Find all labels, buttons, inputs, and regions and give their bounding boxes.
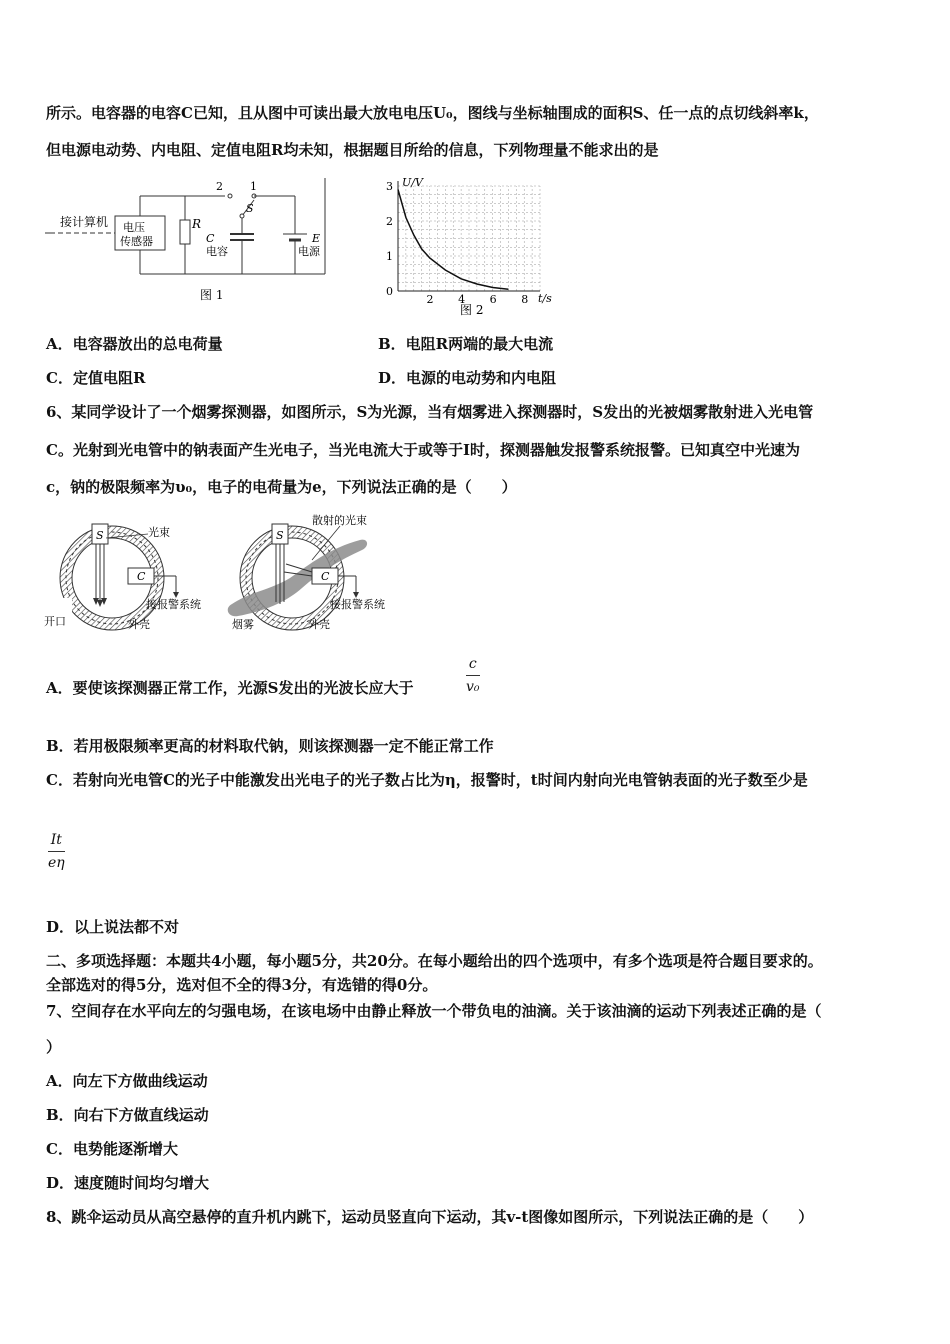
fraction-it-over-eeta (48, 832, 65, 871)
smoke-label: 烟雾 (232, 618, 254, 631)
q7-line-1: 7、空间存在水平向左的匀强电场，在该电场中由静止释放一个带负电的油滴。关于该油滴的运动下列表述正确的是（ (46, 1002, 822, 1020)
q7-option-c: C．电势能逐渐增大 (46, 1140, 178, 1158)
q6-option-b: B．若用极限频率更高的材料取代钠，则该探测器一定不能正常工作 (46, 737, 494, 755)
q6-option-a: A．要使该探测器正常工作，光源S发出的光波长应大于 (46, 679, 414, 697)
x-tick-label: 6 (489, 293, 497, 306)
q7-option-d: D．速度随时间均匀增大 (46, 1174, 210, 1192)
q6-line-1: 6、某同学设计了一个烟雾探测器，如图所示，S为光源，当有烟雾进入探测器时，S发出的光被烟雾散射进入光电管 (46, 403, 814, 421)
fraction-numerator: c (466, 656, 480, 676)
smoke-detector-figure (40, 512, 400, 634)
phototube-label: C (137, 570, 146, 583)
scatter-label: 散射的光束 (312, 514, 367, 527)
x-tick-label: 8 (521, 293, 529, 306)
fraction-denominator: eη (48, 855, 65, 871)
shell-label-left: 外壳 (128, 618, 150, 631)
capacitor-label: 电容 (206, 245, 228, 258)
y-tick-labels (386, 180, 393, 298)
beam-label: 光束 (148, 526, 170, 539)
circuit-figure (40, 178, 340, 308)
q5-line-2: 但电源电动势、内电阻、定值电阻R均未知，根据题目所给的信息，下列物理量不能求出的是 (46, 141, 659, 159)
alarm-label-left: 接报警系统 (146, 598, 201, 611)
terminal-1-label: 1 (250, 180, 257, 193)
switch-label: S (246, 202, 254, 215)
computer-label: 接计算机 (60, 215, 109, 229)
y-tick-label: 0 (386, 285, 393, 298)
shell-label-right: 外壳 (308, 618, 330, 631)
x-axis-label: t/s (538, 292, 552, 305)
section-2-heading-line-2: 全部选对的得5分，选对但不全的得3分，有选错的得0分。 (46, 976, 438, 994)
chart-grid (398, 186, 540, 291)
q6-line-2: C。光射到光电管中的钠表面产生光电子，当光电流大于或等于I时，探测器触发报警系统报警。已知真空中光速为 (46, 441, 800, 459)
fraction-denominator: v₀ (466, 679, 480, 695)
alarm-label-right: 接报警系统 (330, 598, 385, 611)
section-2-heading-line-1: 二、多项选择题：本题共4小题，每小题5分，共20分。在每小题给出的四个选项中，有多个选项是符合题目要求的。 (46, 952, 823, 970)
fraction-numerator: It (48, 832, 65, 852)
q5-option-d: D．电源的电动势和内电阻 (378, 369, 557, 387)
figure-1-caption: 图 1 (200, 288, 224, 302)
resistor-symbol (180, 220, 190, 244)
light-source-label-right: S (276, 529, 284, 542)
y-tick-label: 3 (386, 180, 393, 193)
q5-line-1: 所示。电容器的电容C已知，且从图中可读出最大放电电压U₀，图线与坐标轴围成的面积S、任一点的点切线斜率k， (46, 104, 819, 122)
terminal-2-label: 2 (216, 180, 223, 193)
capacitor-symbol: C (206, 232, 215, 245)
q5-option-a: A．电容器放出的总电荷量 (46, 335, 223, 353)
q7-option-a: A．向左下方做曲线运动 (46, 1072, 208, 1090)
fraction-c-over-v0 (466, 656, 480, 695)
q5-option-c: C．定值电阻R (46, 369, 146, 387)
y-axis-label: U/V (402, 176, 423, 189)
y-tick-label: 2 (386, 215, 393, 228)
y-tick-label: 1 (386, 250, 393, 263)
phototube-label-right: C (321, 570, 330, 583)
discharge-curve (398, 190, 508, 290)
figure-2-caption: 图 2 (460, 303, 484, 317)
sensor-label-2: 传感器 (120, 235, 153, 248)
discharge-chart (380, 176, 560, 318)
detector-with-smoke (228, 513, 385, 631)
detector-without-smoke (44, 524, 201, 631)
sensor-label-1: 电压 (123, 221, 145, 234)
source-label: 电源 (298, 245, 320, 258)
resistor-label: R (192, 217, 202, 231)
light-source-label: S (96, 529, 104, 542)
q8-line-1: 8、跳伞运动员从高空悬停的直升机内跳下，运动员竖直向下运动，其v-t图像如图所示，下列说法正确的是（ ） (46, 1208, 814, 1226)
x-tick-label: 4 (458, 293, 466, 306)
q7-line-2: ） (46, 1038, 62, 1056)
q6-option-d: D．以上说法都不对 (46, 918, 180, 936)
opening-label: 开口 (44, 615, 66, 628)
q6-option-c: C．若射向光电管C的光子中能激发出光电子的光子数占比为η，报警时，t时间内射向光电管钠表面的光子数至少是 (46, 771, 808, 789)
source-symbol: E (312, 232, 321, 245)
x-tick-label: 2 (426, 293, 434, 306)
q6-line-3: c，钠的极限频率为υ₀，电子的电荷量为e，下列说法正确的是（ ） (46, 478, 517, 496)
q5-option-b: B．电阻R两端的最大电流 (378, 335, 554, 353)
q7-option-b: B．向右下方做直线运动 (46, 1106, 209, 1124)
